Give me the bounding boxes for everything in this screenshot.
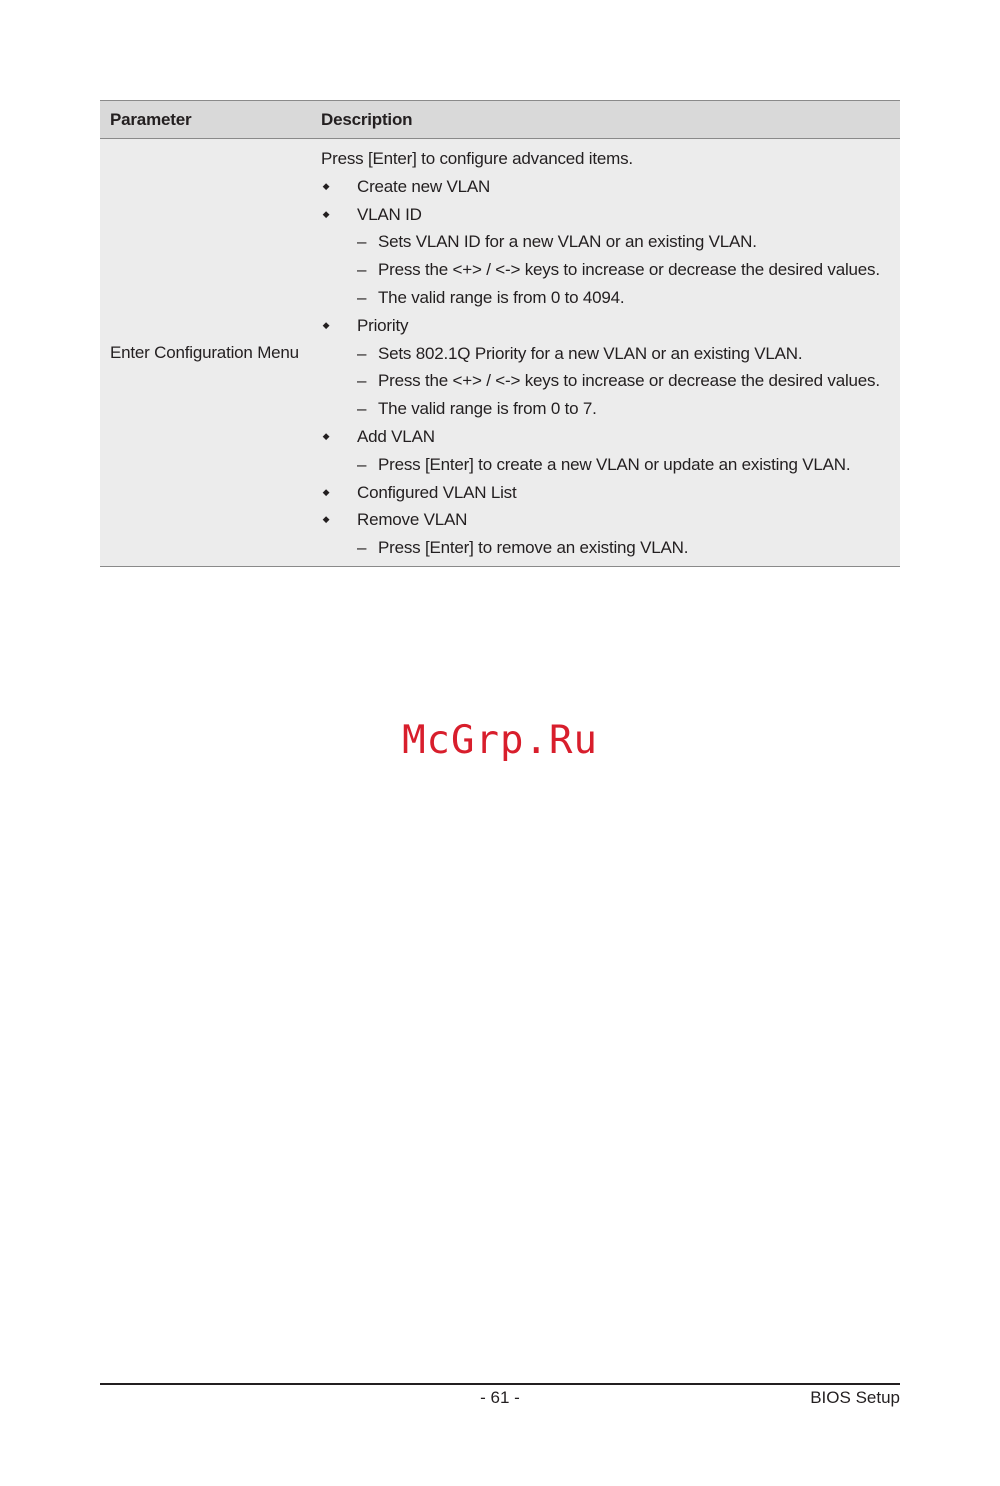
bullet-item bbox=[321, 312, 890, 340]
sub-item bbox=[321, 534, 890, 562]
diamond-bullet-icon: ◆ bbox=[322, 486, 330, 497]
bullet-item bbox=[321, 479, 890, 507]
dash-bullet-icon: – bbox=[357, 399, 367, 419]
table-header-row bbox=[100, 101, 900, 139]
sub-item bbox=[321, 340, 890, 368]
bullet-item-label: Priority bbox=[357, 315, 409, 335]
watermark-logo: McGrp.Ru bbox=[402, 718, 598, 763]
sub-item bbox=[321, 451, 890, 479]
parameter-table bbox=[100, 100, 900, 567]
footer-divider bbox=[100, 1383, 900, 1385]
dash-bullet-icon: – bbox=[357, 232, 367, 252]
diamond-bullet-icon: ◆ bbox=[322, 430, 330, 441]
bullet-item-label: Add VLAN bbox=[357, 426, 435, 446]
diamond-bullet-icon: ◆ bbox=[322, 319, 330, 330]
footer-section-title: BIOS Setup bbox=[810, 1388, 900, 1407]
sub-item-text: Press [Enter] to create a new VLAN or update an existing VLAN. bbox=[378, 454, 851, 474]
bullet-item bbox=[321, 201, 890, 229]
sub-item-text: Sets 802.1Q Priority for a new VLAN or an existing VLAN. bbox=[378, 343, 803, 363]
dash-bullet-icon: – bbox=[357, 343, 367, 363]
sub-item bbox=[321, 367, 890, 395]
sub-item-text: Press the <+> / <-> keys to increase or decrease the desired values. bbox=[378, 260, 880, 280]
sub-item bbox=[321, 284, 890, 312]
bullet-item bbox=[321, 423, 890, 451]
dash-bullet-icon: – bbox=[357, 287, 367, 307]
diamond-bullet-icon: ◆ bbox=[322, 208, 330, 219]
sub-item bbox=[321, 395, 890, 423]
bullet-item-label: VLAN ID bbox=[357, 204, 422, 224]
description-cell bbox=[311, 139, 900, 567]
sub-item-text: The valid range is from 0 to 4094. bbox=[378, 287, 625, 307]
sub-item-text: The valid range is from 0 to 7. bbox=[378, 399, 597, 419]
description-column-header: Description bbox=[311, 101, 900, 139]
sub-item-text: Sets VLAN ID for a new VLAN or an existing VLAN. bbox=[378, 232, 757, 252]
bullet-item bbox=[321, 506, 890, 534]
bullet-item bbox=[321, 173, 890, 201]
diamond-bullet-icon: ◆ bbox=[322, 514, 330, 525]
sub-item-text: Press [Enter] to remove an existing VLAN. bbox=[378, 538, 689, 558]
page-number: - 61 - bbox=[480, 1388, 520, 1407]
description-intro: Press [Enter] to configure advanced items. bbox=[321, 149, 633, 168]
table-row bbox=[100, 139, 900, 567]
bullet-item-label: Remove VLAN bbox=[357, 510, 468, 530]
sub-item-text: Press the <+> / <-> keys to increase or decrease the desired values. bbox=[378, 371, 880, 391]
sub-item bbox=[321, 256, 890, 284]
dash-bullet-icon: – bbox=[357, 260, 367, 280]
sub-item bbox=[321, 228, 890, 256]
dash-bullet-icon: – bbox=[357, 371, 367, 391]
dash-bullet-icon: – bbox=[357, 538, 367, 558]
parameter-cell: Enter Configuration Menu bbox=[100, 139, 311, 567]
bullet-item-label: Create new VLAN bbox=[357, 176, 491, 196]
dash-bullet-icon: – bbox=[357, 454, 367, 474]
description-item-list bbox=[321, 173, 890, 562]
diamond-bullet-icon: ◆ bbox=[322, 180, 330, 191]
parameter-column-header: Parameter bbox=[100, 101, 311, 139]
bullet-item-label: Configured VLAN List bbox=[357, 482, 517, 502]
